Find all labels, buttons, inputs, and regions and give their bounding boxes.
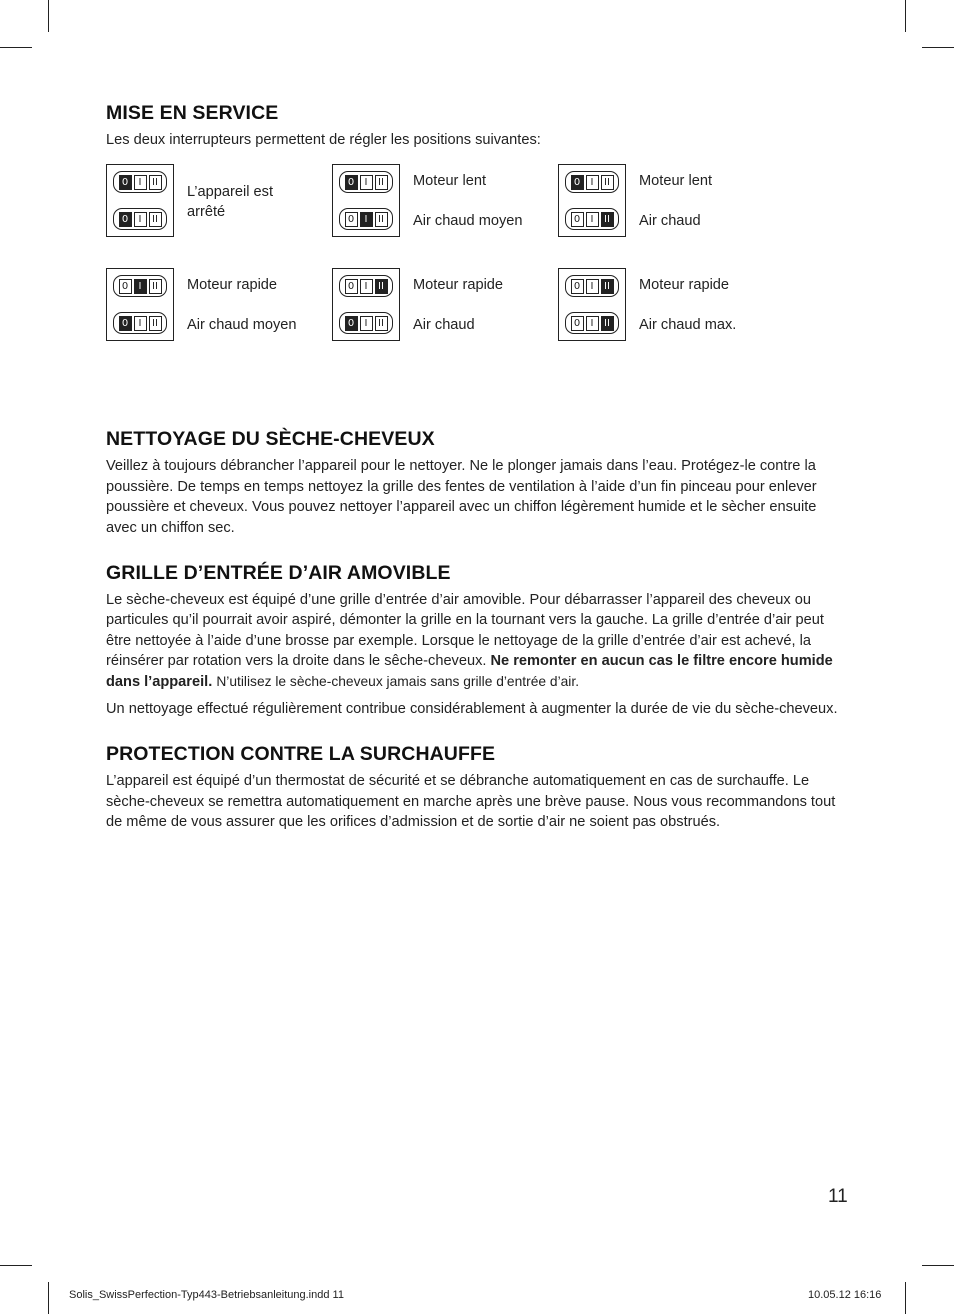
switch-state (106, 164, 326, 239)
switch-segment: II (149, 212, 162, 227)
switch-state-label: Moteur lent (639, 173, 713, 190)
switch-segment: 0 (119, 212, 132, 227)
section-title: MISE EN SERVICE (106, 102, 279, 124)
crop-mark (0, 1265, 32, 1266)
switch-segment: 0 (119, 316, 132, 331)
section-protection (106, 741, 850, 832)
crop-mark (48, 1282, 49, 1314)
section-nettoyage (106, 426, 850, 538)
switch-icon (332, 164, 400, 237)
switch-segment: II (375, 175, 388, 190)
switch-segment: II (601, 316, 614, 331)
switch-state-label: Moteur lent (413, 173, 487, 190)
switch-state (558, 268, 778, 343)
switch-segment: II (149, 316, 162, 331)
switch-segment: I (134, 279, 147, 294)
section-text-2: Un nettoyage effectué régulièrement contribue considérablement à augmenter la durée de vie du sèche-cheveux. (106, 701, 838, 718)
footer-date: 10.05.12 16:16 (808, 1289, 882, 1301)
switch-segment: 0 (571, 212, 584, 227)
footer-filename: Solis_SwissPerfection-Typ443-Betriebsanleitung.indd 11 (69, 1289, 344, 1301)
switch-state (106, 268, 326, 343)
switch-state-label: Moteur rapide (639, 277, 730, 294)
section-title: GRILLE D’ENTRÉE D’AIR AMOVIBLE (106, 562, 451, 585)
switch-segment: I (586, 175, 599, 190)
switch-segment: I (134, 175, 147, 190)
switch-state-label: Air chaud (639, 213, 701, 230)
switch-segment: 0 (571, 279, 584, 294)
switch-segment: II (375, 212, 388, 227)
switch-segment: I (586, 279, 599, 294)
switch-segment: 0 (345, 175, 358, 190)
grille-note: N’utilisez le sèche-cheveux jamais sans grille d’entrée d’air. (216, 673, 580, 689)
heat-switch (339, 208, 393, 230)
switch-icon (332, 268, 400, 341)
section-title: NETTOYAGE DU SÈCHE-CHEVEUX (106, 428, 435, 451)
page-content (106, 100, 850, 833)
switch-segment: II (375, 316, 388, 331)
heat-switch (113, 208, 167, 230)
switch-state-label: Air chaud moyen (187, 317, 297, 334)
heat-switch (565, 312, 619, 334)
switch-segment: II (601, 212, 614, 227)
switch-state-label: Moteur rapide (413, 277, 504, 294)
switch-segment: 0 (571, 316, 584, 331)
switch-segment: 0 (345, 279, 358, 294)
switch-segment: I (360, 316, 373, 331)
switch-segment: I (360, 175, 373, 190)
grille-text: Le sèche-cheveux est équipé d’une grille d’entrée d’air amovible. Pour débarrasser l’appareil des cheveux ou particules qu’il pourrait avoir aspiré, démonter la grille en la tournant vers la gauche. La grille d’entrée d’air peut être nettoyée à l’aide d’une brosse par exemple. Lorsque le nettoyage de la grille d’entrée d’air est achevé, la réinsérer par rotation vers la droite dans le sêche-cheveux. (106, 592, 824, 670)
switch-segment: I (134, 316, 147, 331)
switch-state-label: Moteur rapide (187, 277, 278, 294)
switch-icon (558, 268, 626, 341)
switch-state (332, 268, 552, 343)
switch-icon (558, 164, 626, 237)
crop-mark (905, 0, 906, 32)
section-text (106, 590, 850, 692)
motor-switch (113, 171, 167, 193)
switch-icon (106, 164, 174, 237)
switch-state (558, 164, 778, 239)
section-text: L’appareil est équipé d’un thermostat de sécurité et se débranche automatiquement en cas de surchauffe. Le sèche-cheveux se remettra automatiquement en marche après une brève pause. Nous vous recommandons tout de même de vous assurer que les orifices d’admission et de sortie d’air ne soient pas obstrués. (106, 773, 836, 831)
switch-icon (106, 268, 174, 341)
section-text: Veillez à toujours débrancher l’appareil pour le nettoyer. Ne le plonger jamais dans l’eau. Protégez-le contre la poussière. De temps en temps nettoyez la grille des fentes de ventilation à l’aide d’un fin pinceau pour enlever poussière et cheveux. Vous pouvez nettoyer l’appareil avec un chiffon légèrement humide et le sècher ensuite avec un chiffon sec. (106, 458, 817, 536)
motor-switch (339, 171, 393, 193)
switch-segment: II (149, 279, 162, 294)
switch-segment: 0 (345, 316, 358, 331)
crop-mark (0, 47, 32, 48)
switch-segment: II (375, 279, 388, 294)
switch-state-label: Air chaud max. (639, 317, 737, 334)
switch-state-label: Air chaud (413, 317, 475, 334)
switch-segment: II (149, 175, 162, 190)
switch-segment: 0 (119, 175, 132, 190)
motor-switch (565, 171, 619, 193)
motor-switch (339, 275, 393, 297)
crop-mark (905, 1282, 906, 1314)
crop-mark (922, 1265, 954, 1266)
crop-mark (922, 47, 954, 48)
section-grille (106, 560, 850, 719)
section-title: PROTECTION CONTRE LA SURCHAUFFE (106, 743, 496, 766)
switch-segment: II (601, 279, 614, 294)
motor-switch (113, 275, 167, 297)
switch-state-label: L’appareil est arrêté (187, 184, 274, 221)
switch-segment: II (601, 175, 614, 190)
grille-warning: Ne remonter en aucun cas le filtre encore humide dans l’appareil. (106, 653, 833, 690)
section-mise-en-service (106, 100, 850, 364)
heat-switch (565, 208, 619, 230)
switch-state (332, 164, 552, 239)
motor-switch (565, 275, 619, 297)
section-intro: Les deux interrupteurs permettent de régler les positions suivantes: (106, 132, 541, 148)
heat-switch (113, 312, 167, 334)
switch-segment: I (360, 279, 373, 294)
switch-segment: I (134, 212, 147, 227)
switch-state-label: Air chaud moyen (413, 213, 523, 230)
crop-mark (48, 0, 49, 32)
switch-segment: I (360, 212, 373, 227)
page-number: 11 (828, 1186, 848, 1207)
switch-segment: 0 (345, 212, 358, 227)
switch-position-grid (106, 164, 850, 364)
switch-segment: 0 (571, 175, 584, 190)
switch-segment: I (586, 316, 599, 331)
heat-switch (339, 312, 393, 334)
switch-segment: I (586, 212, 599, 227)
switch-segment: 0 (119, 279, 132, 294)
